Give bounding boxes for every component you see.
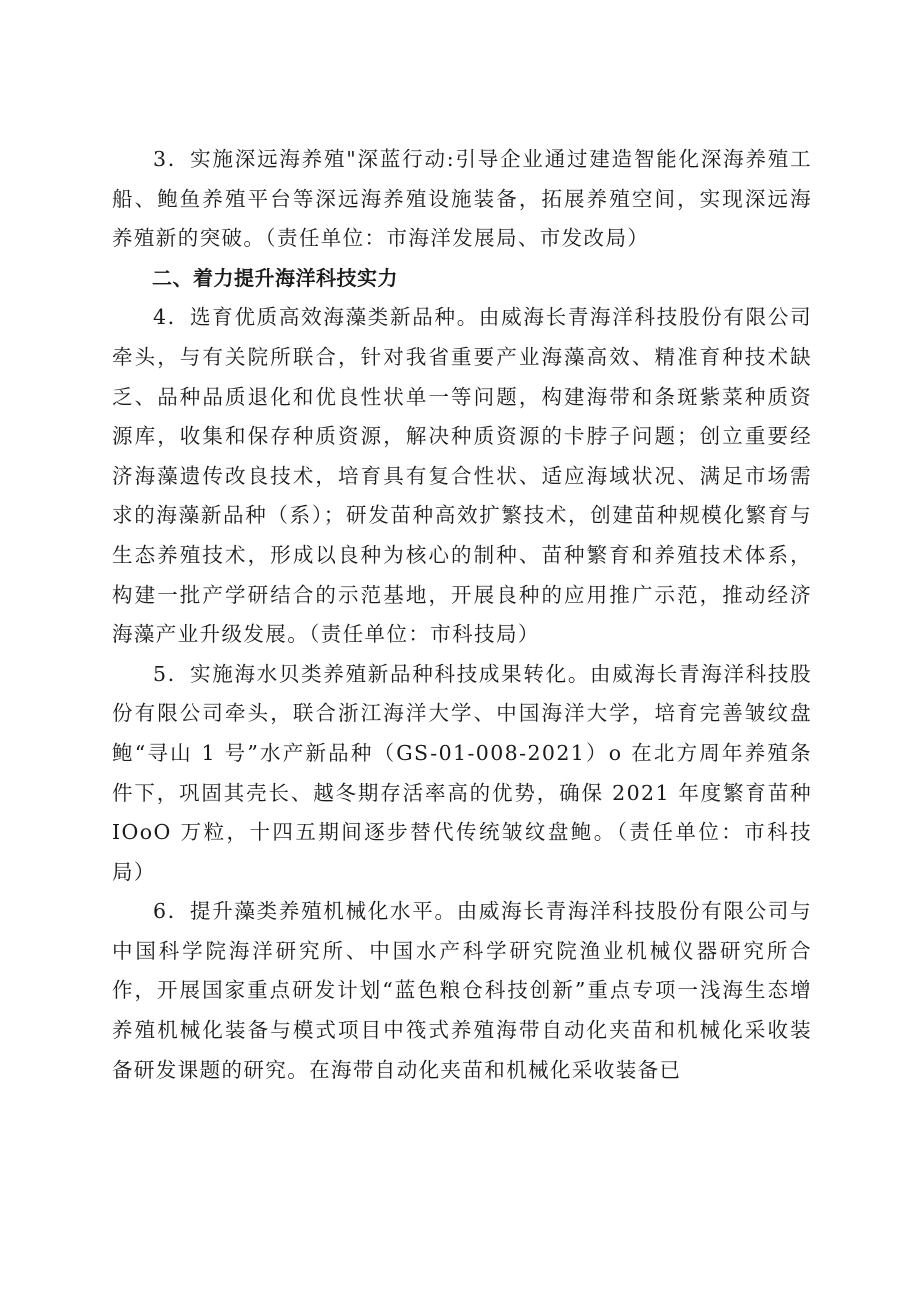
paragraph-item-4: 4．选育优质高效海藻类新品种。由威海长青海洋科技股份有限公司牵头，与有关院所联合，针对我省重要产业海藻高效、精准育种技术缺乏、品种品质退化和优良性状单一等问题，构建海带和条斑紫菜种质资源库，收集和保存种质资源，解决种质资源的卡脖子问题；创立重要经济海藻遗传改良技术，培育具有复合性状、适应海域状况、满足市场需求的海藻新品种（系）；研发苗种高效扩繁技术，创建苗种规模化繁育与生态养殖技术，形成以良种为核心的制种、苗种繁育和养殖技术体系，构建一批产学研结合的示范基地，开展良种的应用推广示范，推动经济海藻产业升级发展。（责任单位：市科技局） <box>112 305 812 647</box>
document-body <box>112 140 812 1090</box>
paragraph-item-5: 5．实施海水贝类养殖新品种科技成果转化。由威海长青海洋科技股份有限公司牵头，联合浙江海洋大学、中国海洋大学，培育完善皱纹盘鲍“寻山 1 号”水产新品种（GS-01-008-2021）o 在北方周年养殖条件下，巩固其壳长、越冬期存活率高的优势，确保 2021 年度繁育苗种 IOoO 万粒，十四五期间逐步替代传统皱纹盘鲍。（责任单位：市科技局） <box>112 661 812 884</box>
paragraph-item-3: 3．实施深远海养殖"深蓝行动:引导企业通过建造智能化深海养殖工船、鲍鱼养殖平台等深远海养殖设施装备，拓展养殖空间，实现深远海养殖新的突破。（责任单位：市海洋发展局、市发改局） <box>112 147 812 251</box>
section-heading-2: 二、着力提升海洋科技实力 <box>152 265 398 290</box>
paragraph-item-6: 6．提升藻类养殖机械化水平。由威海长青海洋科技股份有限公司与中国科学院海洋研究所、中国水产科学研究院渔业机械仪器研究所合作，开展国家重点研发计划“蓝色粮仓科技创新”重点专项一浅海生态增养殖机械化装备与模式项目中筏式养殖海带自动化夹苗和机械化采收装备研发课题的研究。在海带自动化夹苗和机械化采收装备已 <box>112 899 812 1082</box>
